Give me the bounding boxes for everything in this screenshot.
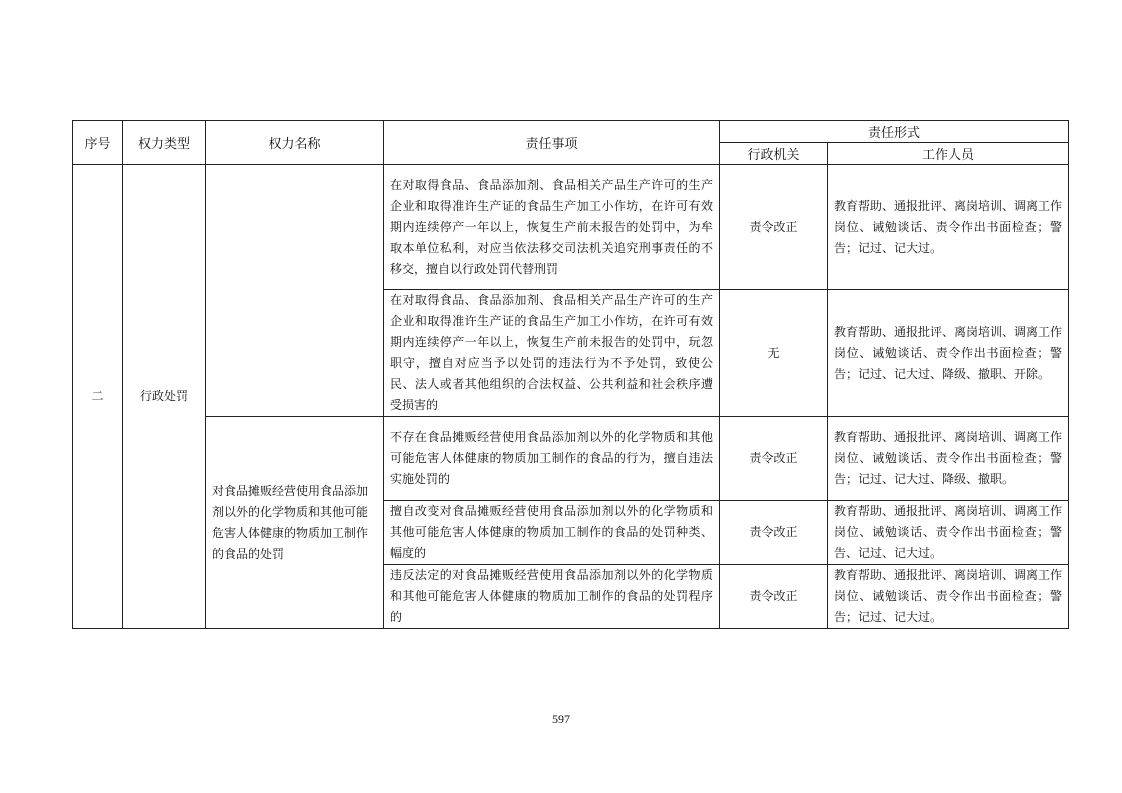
power-name-cell-empty	[206, 165, 384, 417]
header-seq: 序号	[73, 121, 123, 165]
power-type-cell: 行政处罚	[123, 165, 206, 629]
header-power-type: 权力类型	[123, 121, 206, 165]
header-staff: 工作人员	[828, 143, 1069, 165]
responsibility-item-cell: 不存在食品摊贩经营使用食品添加剂以外的化学物质和其他可能危害人体健康的物质加工制作的食品的行为，擅自违法实施处罚的	[384, 417, 720, 501]
staff-cell: 教育帮助、通报批评、离岗培训、调离工作岗位、诫勉谈话、责令作出书面检查；警告；记过、记大过。	[828, 565, 1069, 629]
responsibility-item-cell: 擅自改变对食品摊贩经营使用食品添加剂以外的化学物质和其他可能危害人体健康的物质加工制作的食品的处罚种类、幅度的	[384, 501, 720, 565]
responsibility-item-cell: 在对取得食品、食品添加剂、食品相关产品生产许可的生产企业和取得准许生产证的食品生产加工小作坊，在许可有效期内连续停产一年以上，恢复生产前未报告的处罚中，玩忽职守，擅自对应当予以处罚的违法行为不予处罚，致使公民、法人或者其他组织的合法权益、公共利益和社会秩序遭受损害的	[384, 290, 720, 417]
header-responsibility-form: 责任形式	[720, 121, 1069, 143]
responsibility-item-cell: 违反法定的对食品摊贩经营使用食品添加剂以外的化学物质和其他可能危害人体健康的物质加工制作的食品的处罚程序的	[384, 565, 720, 629]
page-number: 597	[552, 712, 570, 726]
responsibility-table	[72, 120, 1069, 629]
table-row	[73, 417, 1069, 501]
seq-cell: 二	[73, 165, 123, 629]
power-name-cell: 对食品摊贩经营使用食品添加剂以外的化学物质和其他可能危害人体健康的物质加工制作的食品的处罚	[206, 417, 384, 629]
staff-cell: 教育帮助、通报批评、离岗培训、调离工作岗位、诫勉谈话、责令作出书面检查；警告、记过、记大过。	[828, 501, 1069, 565]
staff-cell: 教育帮助、通报批评、离岗培训、调离工作岗位、诫勉谈话、责令作出书面检查；警告；记过、记大过、降级、撤职。	[828, 417, 1069, 501]
admin-organ-cell: 责令改正	[720, 417, 828, 501]
table-row	[73, 165, 1069, 290]
staff-cell: 教育帮助、通报批评、离岗培训、调离工作岗位、诫勉谈话、责令作出书面检查；警告；记过、记大过、降级、撤职、开除。	[828, 290, 1069, 417]
admin-organ-cell: 责令改正	[720, 501, 828, 565]
staff-cell: 教育帮助、通报批评、离岗培训、调离工作岗位、诫勉谈话、责令作出书面检查；警告；记过、记大过。	[828, 165, 1069, 290]
responsibility-item-cell: 在对取得食品、食品添加剂、食品相关产品生产许可的生产企业和取得准许生产证的食品生产加工小作坊，在许可有效期内连续停产一年以上，恢复生产前未报告的处罚中，为牟取本单位私利，对应当依法移交司法机关追究刑事责任的不移交，擅自以行政处罚代替刑罚	[384, 165, 720, 290]
header-row-1	[73, 121, 1069, 143]
admin-organ-cell: 责令改正	[720, 165, 828, 290]
header-power-name: 权力名称	[206, 121, 384, 165]
header-admin-organ: 行政机关	[720, 143, 828, 165]
admin-organ-cell: 无	[720, 290, 828, 417]
header-responsibility: 责任事项	[384, 121, 720, 165]
admin-organ-cell: 责令改正	[720, 565, 828, 629]
